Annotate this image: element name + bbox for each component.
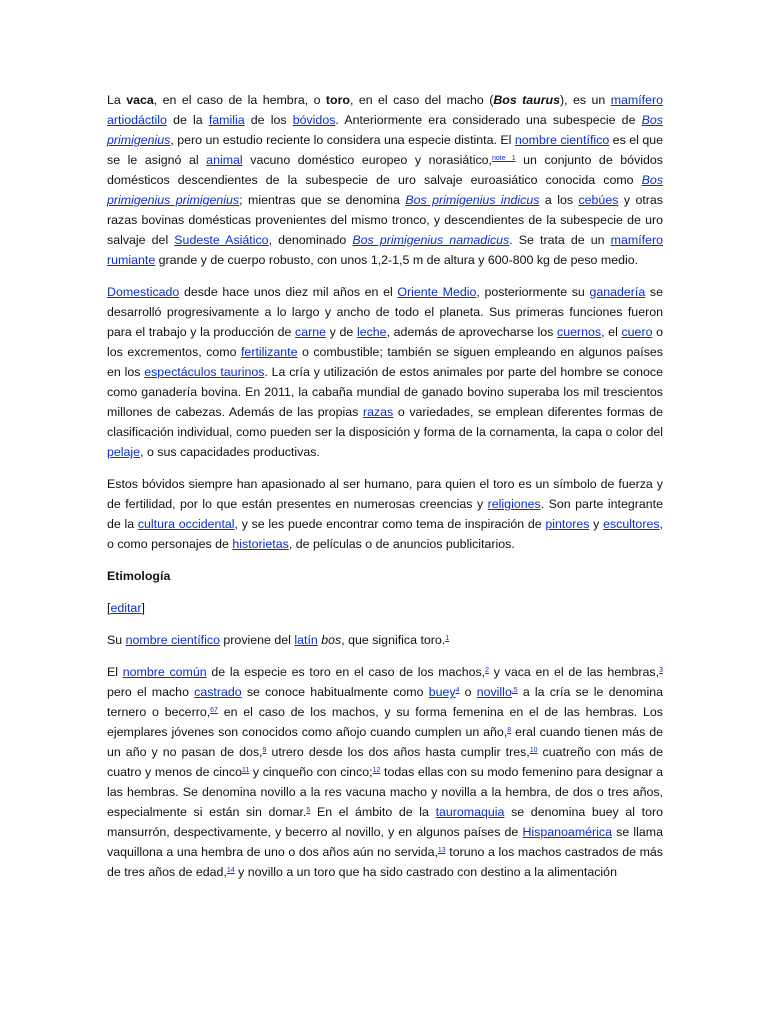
text-run: . La cría y utilización de estos animales por parte del hombre se conoce como ganadería bovina. En 2011, la cabaña mundial de ganado bovino superaba los mil trescientos millones de cabezas. Además de las propias [107, 365, 663, 419]
citation-link[interactable]: 14 [226, 867, 235, 874]
inline-link[interactable]: nombre común [122, 665, 207, 679]
text-run: y vaca en el de las hembras, [489, 665, 660, 679]
text-run: se conoce habitualmente como [241, 685, 429, 699]
text-run: cuatreño con más de cuatro y menos de cinco [107, 745, 663, 779]
text-run: La [107, 93, 127, 107]
paragraph [107, 662, 663, 882]
inline-link[interactable]: mamífero [610, 93, 664, 107]
text-run: en el caso de los machos, y su forma femenina en el de las hembras. Los ejemplares jóvenes son conocidos como añojo cuando cumplen un año, [107, 705, 663, 739]
edit-bracket-close: ] [141, 601, 145, 615]
inline-link[interactable]: historietas [232, 537, 289, 551]
paragraph [107, 282, 663, 462]
text-run: , que significa toro. [341, 633, 446, 647]
citation-link[interactable]: 10 [529, 747, 538, 754]
citation-link[interactable]: 5 [306, 807, 311, 814]
citation-link[interactable]: note 1 [492, 155, 516, 162]
inline-link[interactable]: Oriente Medio [397, 285, 477, 299]
text-run: y otras razas bovinas domésticas provenientes del mismo tronco, y descendientes de la subespecie de uro salvaje del [107, 193, 663, 247]
citation-link[interactable]: 13 [437, 847, 446, 854]
text-run: pero el macho [107, 685, 195, 699]
inline-link[interactable]: escultores [603, 517, 660, 531]
text-run: El [107, 665, 123, 679]
text-run: todas ellas con su modo femenino para designar a las hembras. Se denomina novillo a la res vacuna macho y novilla a la hembra, de dos o tres años, especialmente si están sin domar. [107, 765, 663, 819]
edit-bracket-open: [ [107, 601, 111, 615]
inline-link[interactable]: pelaje [107, 445, 141, 459]
inline-link[interactable]: cebúes [578, 193, 619, 207]
text-run: Estos bóvidos siempre han apasionado al ser humano, para quien el toro es un símbolo de fuerza y de fertilidad, por lo que están presentes en numerosas creencias y [107, 477, 663, 511]
inline-link[interactable]: Domesticado [107, 285, 180, 299]
citation-link[interactable]: ,5 [511, 687, 518, 694]
inline-link[interactable]: Bos primigenius primigenius [107, 173, 663, 207]
text-run: ), es un [560, 93, 611, 107]
edit-link[interactable]: editar [110, 601, 142, 615]
citation-link[interactable]: 9 [262, 747, 267, 754]
text-run: o [459, 685, 477, 699]
text-run: , el [601, 325, 622, 339]
inline-link[interactable]: carne [295, 325, 327, 339]
text-run: se desarrolló progresivamente a lo largo y ancho de todo el planeta. Sus primeras funciones fueron para el trabajo y la producción de [107, 285, 663, 339]
text-run: , y se les puede encontrar como tema de inspiración de [234, 517, 546, 531]
inline-link[interactable]: mamífero [610, 233, 663, 247]
citation-link[interactable]: 12 [372, 767, 381, 774]
citation-link[interactable]: 67 [210, 707, 218, 714]
text-run: de la especie es toro en el caso de los machos, [206, 665, 486, 679]
inline-link[interactable]: razas [362, 405, 394, 419]
bold-text: Bos taurus [493, 93, 561, 107]
text-run: o los excrementos, como [107, 325, 663, 359]
italic-text: bos [321, 633, 342, 647]
text-run: o combustible; también se siguen empleando en algunos países en los [107, 345, 663, 379]
inline-link[interactable]: nombre científico [514, 133, 610, 147]
edit-section-control [107, 598, 663, 618]
text-run: , en el caso del macho ( [349, 93, 494, 107]
inline-link[interactable]: ganadería [589, 285, 646, 299]
text-run: y [589, 517, 604, 531]
text-run: . Se trata de un [509, 233, 611, 247]
text-run: ; mientras que se denomina [239, 193, 406, 207]
text-run: proviene del [219, 633, 295, 647]
citation-link[interactable]: 4 [455, 687, 460, 694]
inline-link[interactable]: buey [428, 685, 456, 699]
text-run: utrero desde los dos años hasta cumplir tres, [266, 745, 530, 759]
inline-link[interactable]: castrado [194, 685, 242, 699]
text-run: grande y de cuerpo robusto, con unos 1,2-1,5 m de altura y 600-800 kg de peso medio. [155, 253, 639, 267]
etymology-section [107, 630, 663, 882]
text-run: y novillo a un toro que ha sido castrado con destino a la alimentación [234, 865, 617, 879]
text-run: , de películas o de anuncios publicitarios. [288, 537, 515, 551]
citation-link[interactable]: 8 [507, 727, 512, 734]
inline-link[interactable]: nombre científico [125, 633, 220, 647]
text-run: , o sus capacidades productivas. [140, 445, 320, 459]
inline-link[interactable]: espectáculos taurinos [144, 365, 265, 379]
inline-link[interactable]: Bos primigenius namadicus [352, 233, 510, 247]
text-run: , además de aprovecharse los [386, 325, 557, 339]
citation-link[interactable]: 2 [485, 667, 490, 674]
inline-link[interactable]: Sudeste Asiático [174, 233, 269, 247]
inline-link[interactable]: religiones [487, 497, 541, 511]
text-run: , pero un estudio reciente lo considera una especie distinta. El [170, 133, 515, 147]
inline-link[interactable]: rumiante [107, 253, 156, 267]
inline-link[interactable]: tauromaquia [435, 805, 505, 819]
text-run: , denominado [268, 233, 353, 247]
inline-link[interactable]: familia [208, 113, 245, 127]
text-run: y de [326, 325, 357, 339]
text-run: se llama vaquillona a una hembra de uno o dos años aún no servida, [107, 825, 663, 859]
text-run: es el que se le asignó al [107, 133, 663, 167]
intro-section [107, 90, 663, 554]
text-run: un conjunto de bóvidos domésticos descendientes de la subespecie de uro salvaje euroasiático conocida como [107, 153, 663, 187]
text-run: desde hace unos diez mil años en el [179, 285, 398, 299]
text-run: toruno a los machos castrados de más de tres años de edad, [107, 845, 663, 879]
inline-link[interactable]: novillo [476, 685, 512, 699]
text-run: , posteriormente su [476, 285, 590, 299]
inline-link[interactable]: leche [356, 325, 387, 339]
text-run: a los [539, 193, 579, 207]
text-run: Su [107, 633, 126, 647]
text-run: y cinqueño con cinco; [249, 765, 373, 779]
inline-link[interactable]: latín [294, 633, 318, 647]
article-body [107, 90, 663, 894]
text-run: eral cuando tienen más de un año y no pasan de dos, [107, 725, 663, 759]
inline-link[interactable]: bóvidos [292, 113, 336, 127]
paragraph [107, 474, 663, 554]
inline-link[interactable]: Hispanoamérica [522, 825, 612, 839]
inline-link[interactable]: cuernos [557, 325, 602, 339]
text-run: o variedades, se emplean diferentes formas de clasificación individual, como pueden ser la disposición y forma de la cornamenta, la capa o color del [107, 405, 663, 439]
citation-link[interactable]: 11 [242, 767, 250, 774]
text-run: . Anteriormente era considerado una subespecie de [335, 113, 642, 127]
text-run: , en el caso de la hembra, o [153, 93, 326, 107]
inline-link[interactable]: animal [206, 153, 243, 167]
inline-link[interactable]: cultura occidental [137, 517, 235, 531]
inline-link[interactable]: fertilizante [240, 345, 298, 359]
text-run: se denomina buey al toro mansurrón, despectivamente, y becerro al novillo, y en algunos países de [107, 805, 663, 839]
inline-link[interactable]: artiodáctilo [107, 113, 167, 127]
inline-link[interactable]: Bos primigenius indicus [405, 193, 540, 207]
paragraph [107, 90, 663, 270]
citation-link[interactable]: 3 [659, 667, 663, 674]
inline-link[interactable]: cuero [621, 325, 653, 339]
text-run: vacuno doméstico europeo y norasiático, [242, 153, 492, 167]
text-run: , o como personajes de [107, 517, 663, 551]
section-heading: Etimología [107, 569, 171, 583]
text-run: . Son parte integrante de la [107, 497, 663, 531]
inline-link[interactable]: Bos primigenius [107, 113, 663, 147]
text-run: En el ámbito de la [310, 805, 436, 819]
bold-text: toro [325, 93, 350, 107]
bold-text: vaca [126, 93, 154, 107]
paragraph [107, 630, 663, 650]
citation-link[interactable]: 1 [445, 635, 450, 642]
text-run: a la cría se le denomina ternero o becerro, [107, 685, 664, 719]
inline-link[interactable]: pintores [545, 517, 590, 531]
text-run: de los [244, 113, 293, 127]
text-run: de la [166, 113, 209, 127]
